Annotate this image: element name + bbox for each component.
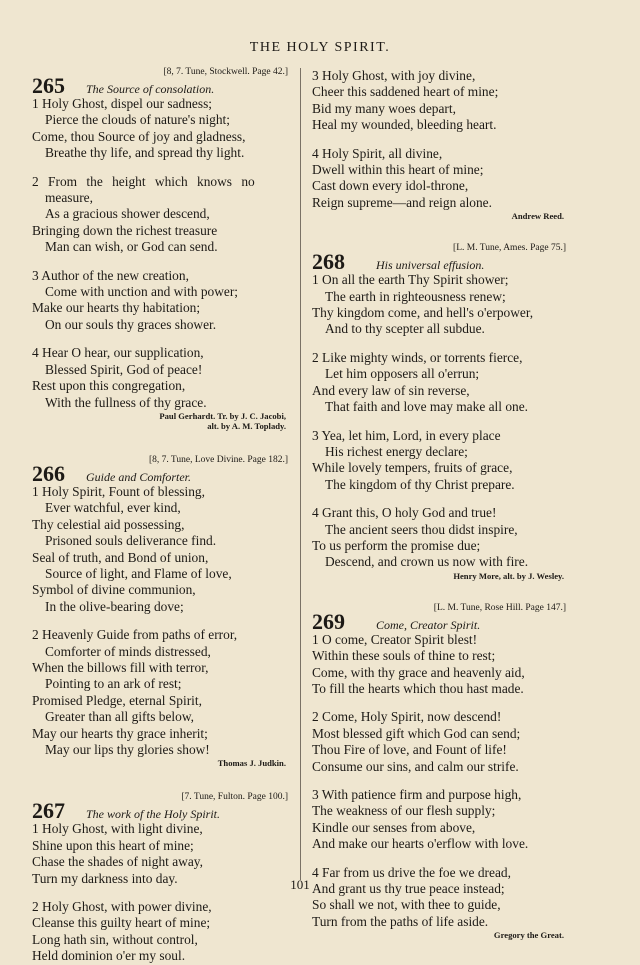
verse-line: Cleanse this guilty heart of mine; (32, 915, 211, 931)
stanza-3 (312, 787, 568, 853)
verse-line: Thou Fire of love, and Fount of life! (312, 742, 507, 758)
verse-line: With the fullness of thy grace. (45, 394, 207, 410)
verse-line: So shall we not, with thee to guide, (312, 897, 501, 913)
verse-line: 4 Grant this, O holy God and true! (312, 505, 497, 521)
verse-line: The earth in righteousness renew; (325, 288, 506, 304)
verse-line: 3 Yea, let him, Lord, in every place (312, 427, 501, 443)
author-credit: Paul Gerhardt. Tr. by J. C. Jacobi, (159, 410, 286, 421)
verse-line: Bid my many woes depart, (312, 100, 456, 116)
hymn-number: 266 (32, 460, 65, 486)
verse-line: Come, thou Source of joy and gladness, (32, 128, 246, 144)
tune-reference: [7. Tune, Fulton. Page 100.] (181, 792, 288, 803)
stanza-1 (312, 272, 568, 338)
verse-line: The weakness of our flesh supply; (312, 803, 496, 819)
verse-line: Greater than all gifts below, (45, 709, 194, 725)
stanza-3 (312, 428, 568, 494)
verse-line: 1 Holy Ghost, with light divine, (32, 821, 203, 837)
verse-line: Kindle our senses from above, (312, 819, 476, 835)
hymn-theme: The Source of consolation. (86, 82, 215, 96)
verse-line: Turn my darkness into day. (32, 870, 178, 886)
verse-line: And grant us thy true peace instead; (312, 881, 505, 897)
tune-reference: [8, 7. Tune, Love Divine. Page 182.] (148, 454, 288, 465)
verse-line: Turn from the paths of life aside. (312, 913, 489, 929)
stanza-4 (32, 345, 290, 411)
verse-line: 2 Heavenly Guide from paths of error, (32, 627, 238, 643)
verse-line: measure, (45, 190, 93, 206)
verse-line: 1 Holy Ghost, dispel our sadness; (32, 96, 213, 111)
verse-line: And every law of sin reverse, (312, 382, 470, 398)
verse-line: May our hearts thy grace inherit; (32, 725, 208, 741)
verse-line: As a gracious shower descend, (45, 206, 210, 222)
column-divider (300, 68, 301, 880)
verse-line: To fill the hearts which thou hast made. (312, 680, 524, 696)
verse-line: Ever watchful, ever kind, (45, 500, 181, 516)
right-column (312, 68, 568, 941)
hymn-268 (312, 242, 568, 582)
hymn-number: 269 (312, 608, 345, 634)
verse-line: Seal of truth, and Bond of union, (32, 549, 209, 565)
verse-line: His richest energy declare; (325, 443, 468, 459)
verse-line: Pointing to an ark of rest; (45, 676, 182, 692)
verse-line: That faith and love may make all one. (325, 399, 529, 415)
page-number: 101 (290, 877, 310, 892)
verse-line: Prisoned souls deliverance find. (45, 533, 217, 549)
stanza-3 (32, 268, 290, 334)
hymn-266 (32, 454, 290, 770)
author-credit: alt. by A. M. Toplady. (207, 421, 286, 432)
verse-line: Within these souls of thine to rest; (312, 648, 496, 664)
verse-line: Thy celestial aid possessing, (32, 516, 185, 532)
verse-line: 4 Holy Spirit, all divine, (312, 145, 443, 161)
author-credit: Andrew Reed. (511, 211, 564, 222)
stanza-2 (312, 709, 568, 775)
stanza-2 (32, 174, 290, 256)
verse-line: Cheer this saddened heart of mine; (312, 84, 499, 100)
stanza-4 (312, 865, 568, 931)
stanza-1 (312, 632, 568, 698)
verse-line: Man can wish, or God can send. (45, 239, 218, 255)
hymn-theme: His universal effusion. (376, 258, 485, 273)
tune-reference: [L. M. Tune, Rose Hill. Page 147.] (433, 602, 566, 613)
verse-line: Promised Pledge, eternal Spirit, (32, 692, 202, 708)
hymn-267-continued (312, 68, 568, 222)
hymn-number: 268 (312, 249, 345, 275)
tune-reference: [8, 7. Tune, Stockwell. Page 42.] (163, 67, 288, 77)
author-credit: Thomas J. Judkin. (217, 758, 286, 769)
hymn-265 (32, 66, 290, 432)
tune-reference: [L. M. Tune, Ames. Page 75.] (453, 243, 566, 254)
verse-line: To us perform the promise due; (312, 537, 481, 553)
verse-line: And make our hearts o'erflow with love. (312, 836, 529, 852)
verse-line: On our souls thy graces shower. (45, 316, 217, 332)
verse-line: Reign supreme—and reign alone. (312, 194, 492, 210)
verse-line: Descend, and crown us now with fire. (325, 554, 529, 570)
verse-line: Source of light, and Flame of love, (45, 565, 232, 581)
stanza-1 (32, 484, 290, 615)
verse-line: Make our hearts thy habitation; (32, 300, 201, 316)
verse-line: Cast down every idol-throne, (312, 178, 469, 194)
stanza-4 (312, 146, 568, 212)
verse-line: Long hath sin, without control, (32, 931, 198, 947)
verse-line: Thy kingdom come, and hell's o'erpower, (312, 305, 534, 321)
stanza-2 (32, 899, 290, 965)
verse-line: May our lips thy glories show! (45, 742, 210, 757)
hymn-theme: Guide and Comforter. (86, 469, 191, 484)
stanza-2 (32, 627, 290, 758)
verse-line: Held dominion o'er my soul. (32, 948, 186, 964)
verse-line: 4 Far from us drive the foe we dread, (312, 864, 511, 880)
verse-line: Blessed Spirit, God of peace! (45, 361, 203, 377)
verse-line: And to thy scepter all subdue. (325, 321, 485, 337)
verse-line: Chase the shades of night away, (32, 854, 203, 870)
stanza-3 (312, 68, 568, 134)
hymn-number: 267 (32, 798, 65, 824)
verse-line: 3 Author of the new creation, (32, 267, 189, 283)
stanza-2 (312, 350, 568, 416)
verse-line: The kingdom of thy Christ prepare. (325, 476, 515, 492)
verse-line: Breathe thy life, and spread thy light. (45, 145, 245, 161)
verse-line: Pierce the clouds of nature's night; (45, 112, 230, 128)
verse-line: Consume our sins, and calm our strife. (312, 758, 519, 774)
verse-line: Symbol of divine communion, (32, 582, 196, 598)
verse-line: The ancient seers thou didst inspire, (325, 521, 518, 537)
verse-line: Dwell within this heart of mine; (312, 162, 484, 178)
hymn-theme: The work of the Holy Spirit. (86, 807, 220, 822)
verse-line: 1 O come, Creator Spirit blest! (312, 631, 478, 647)
verse-line: Rest upon this congregation, (32, 378, 186, 394)
verse-line: 3 Holy Ghost, with joy divine, (312, 68, 476, 83)
verse-line: 4 Hear O hear, our supplication, (32, 345, 204, 361)
stanza-4 (312, 505, 568, 571)
verse-line: 2 Come, Holy Spirit, now descend! (312, 709, 502, 725)
verse-line: Let him opposers all o'errun; (325, 366, 480, 382)
verse-line: 2 Holy Ghost, with power divine, (32, 899, 212, 915)
verse-line: When the billows fill with terror, (32, 659, 209, 675)
author-credit: Gregory the Great. (493, 930, 564, 941)
verse-line: 3 With patience firm and purpose high, (312, 787, 522, 802)
verse-line: 2 From the height which knows no (32, 173, 255, 189)
hymn-theme: Come, Creator Spirit. (376, 617, 481, 632)
verse-line: Shine upon this heart of mine; (32, 837, 194, 853)
verse-line: 2 Like mighty winds, or torrents fierce, (312, 349, 523, 365)
verse-line: Come with unction and with power; (45, 284, 239, 300)
verse-line: Bringing down the richest treasure (32, 222, 218, 238)
verse-line: Heal my wounded, bleeding heart. (312, 117, 497, 133)
verse-line: While lovely tempers, fruits of grace, (312, 460, 513, 476)
verse-line: 1 Holy Spirit, Fount of blessing, (32, 483, 205, 499)
verse-line: Comforter of minds distressed, (45, 643, 211, 659)
hymn-number: 265 (32, 73, 65, 98)
verse-line: Most blessed gift which God can send; (312, 725, 521, 741)
stanza-1 (32, 96, 290, 162)
author-credit: Henry More, alt. by J. Wesley. (453, 570, 564, 581)
page-header: THE HOLY SPIRIT. (249, 40, 391, 55)
verse-line: Come, with thy grace and heavenly aid, (312, 664, 525, 680)
left-column (32, 66, 290, 965)
verse-line: In the olive-bearing dove; (45, 598, 184, 614)
verse-line: 1 On all the earth Thy Spirit shower; (312, 272, 509, 288)
